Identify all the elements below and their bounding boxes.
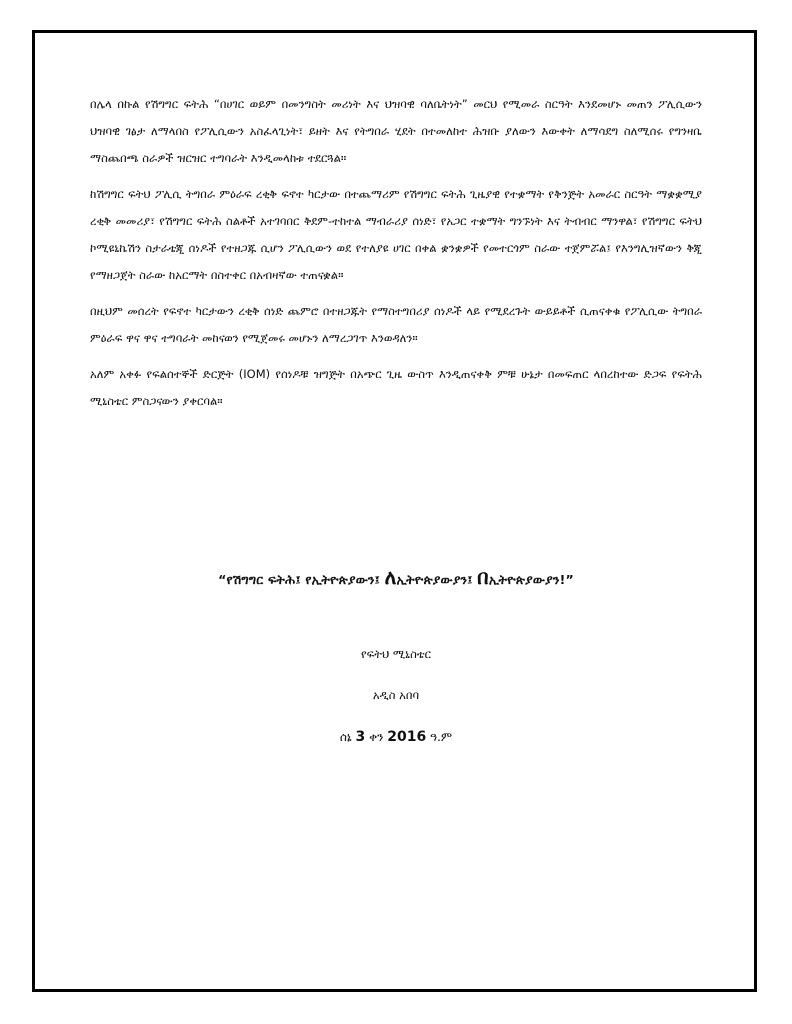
paragraph-1: በሌላ በኩል የሽግግር ፍትሕ “በሀገር ወይም በመንግስት መሪነት እና ህዝባዊ ባለቤትነት” መርህ የሚመራ ስርዓት እንደመሆኑ መጠን ፖሊሲውን ህዝባዊ ገፅታ ለማላበስ የፖሊሲውን አስፈላጊነት፣ ይዘት እና የትግበራ ሂደት በተመለከተ ሕዝቡ ያለውን እውቀት ለማሳደግ ስለሚሰሩ የግንዛቤ ማስጨበጫ ስራዎች ዝርዝር ተግባራት እንዲመላከቱ ተደርጓል። (90, 97, 702, 165)
paragraph-3: በዚህም መሰረት የፍኖተ ካርታውን ረቂቅ ሰነድ ጨምሮ በተዘጋጁት የማስተግበሪያ ሰነዶች ላይ የሚደረጉት ውይይቶች ሲጠናቀቁ የፖሊሲው ትግበራ ምዕራፍ ዋና ዋና ተግባራት መከናወን የሚጀመሩ መሆኑን ለማረጋገጥ እንወዳለን። (90, 304, 702, 345)
slogan-part-1: “የሽግግር ፍትሕ፤ የኢትዮጵያውን፤ (218, 572, 385, 587)
document-body (90, 91, 702, 745)
slogan-big-letter-1: ለ (384, 565, 397, 589)
date-year: 2016 (387, 729, 427, 745)
slogan-part-2: ኢትዮጵያውያን፤ (396, 572, 478, 587)
paragraph-2: ከሽግግር ፍትህ ፖሊሲ ትግበራ ምዕራፍ ረቂቅ ፍኖተ ካርታው በተጨማሪም የሽግግር ፍትሕ ጊዜያዊ የተቋማት የቅንጅት አመራር ስርዓት ማቋቋሚያ ረቂቅ መመሪያ፣ የሽግግር ፍትሕ ስልቶች አተገባበር ቅደም-ተከተል ማብራሪያ ሰነድ፣ የአጋር ተቋማት ግንኙነት እና ትብብር ማንዋል፣ የሽግግር ፍትህ ኮሚዩኒኬሽን ስታራቴጂ ሰነዶች የተዘጋጁ ሲሆን ፖሊሲውን ወደ የተለያዩ ሀገር በቀል ቋንቋዎች የመተርጎም ስራው ተጀምሯል፤ የእንግሊዝኛውን ቅጂ የማዘጋጀት ስራው ከአርማት በስተቀር በአብዛኛው ተጠናቋል። (90, 187, 702, 282)
signature-city: አዲስ አበባ (372, 688, 420, 702)
page-frame (32, 30, 757, 992)
date-day: 3 (355, 729, 366, 745)
slogan-part-3: ኢትዮጵያውያን!” (488, 572, 574, 587)
slogan (90, 565, 702, 589)
date-era: ዓ.ም (430, 730, 453, 744)
date-kan: ቀን (369, 730, 384, 744)
date-month: ሰኔ (339, 730, 352, 744)
paragraph-4: አለም አቀፉ የፍልሰተኞች ድርጅት (IOM) የሰነዶቹ ዝግጅት በአጭር ጊዜ ውስጥ እንዲጠናቀቅ ምቹ ሁኔታ በመፍጠር ላበረከተው ድጋፍ የፍትሕ ሚኒስቴር ምስጋናውን ያቀርባል። (90, 367, 702, 408)
signature-date (90, 729, 702, 745)
slogan-big-letter-2: በ (477, 565, 489, 589)
signature-office: የፍትህ ሚኒስቴር (361, 647, 431, 661)
